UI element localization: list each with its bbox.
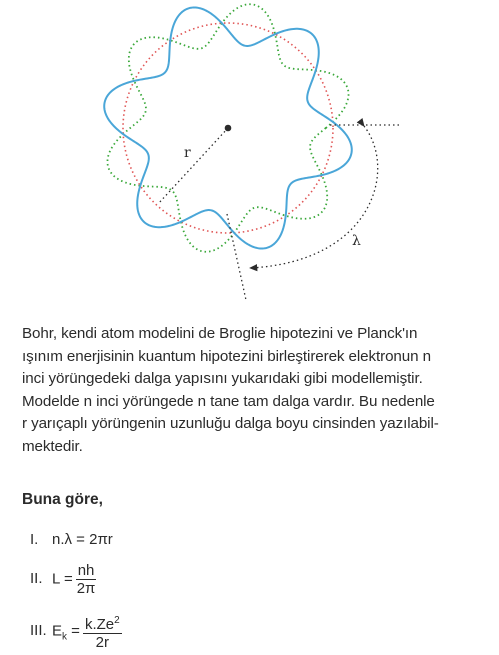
radius-line — [158, 128, 228, 204]
question-heading: Buna göre, — [22, 491, 103, 508]
statement-expression: n.λ = 2πr — [52, 531, 113, 548]
bohr-de-broglie-figure — [0, 0, 499, 310]
numerator-base: k.Ze — [84, 616, 115, 633]
wavelength-label: λ — [352, 233, 361, 249]
equals-sign: = — [67, 622, 80, 640]
statement-number: III. — [30, 622, 47, 640]
radius-label: r — [184, 145, 191, 161]
paragraph-line: inci yörüngedeki dalga yapısını yukarıdaki gibi modellemiştir. — [22, 370, 423, 388]
description-paragraph — [22, 323, 484, 459]
statement-number: II. — [30, 570, 43, 588]
statement-1 — [30, 531, 113, 548]
statement-number: I. — [30, 531, 39, 548]
statement-2 — [30, 562, 96, 597]
nucleus-dot — [225, 125, 232, 132]
subscript: k — [62, 631, 68, 643]
statement-3 — [30, 612, 122, 651]
paragraph-line: Bohr, kendi atom modelini de Broglie hipotezini ve Planck'ın — [22, 325, 418, 342]
paragraph-line: r yarıçaplı yörüngenin uzunluğu dalga boyu cinsinden yazılabil- — [22, 415, 439, 433]
paragraph-line: Modelde n inci yörüngede n tane tam dalga vardır. Bu nedenle — [22, 392, 435, 410]
fraction — [83, 612, 122, 651]
paragraph-line: ışınım enerjisinin kuantum hipotezini birleştirerek elektronun n — [22, 347, 431, 365]
statement-lhs: E — [52, 622, 63, 640]
fraction-denominator: 2π — [76, 580, 96, 597]
superscript: 2 — [114, 615, 120, 626]
paragraph-line: mektedir. — [22, 437, 83, 455]
fraction — [76, 562, 97, 597]
fraction-denominator: 2r — [95, 634, 109, 651]
statement-lhs: L = — [52, 570, 73, 588]
fraction-numerator: nh — [77, 562, 95, 579]
fraction-numerator — [83, 612, 122, 634]
